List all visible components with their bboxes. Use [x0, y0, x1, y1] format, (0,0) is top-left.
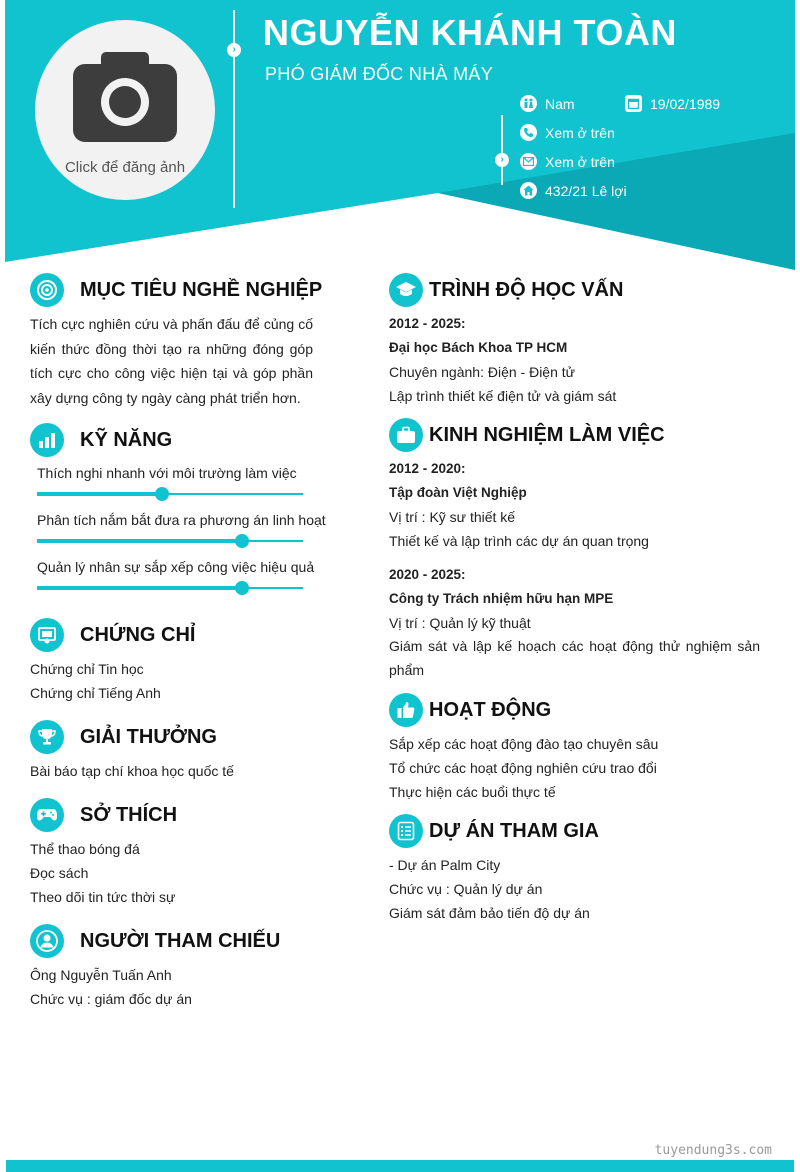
job-company[interactable]: Tập đoàn Việt Nghiệp — [389, 485, 527, 500]
bar-chart-icon — [30, 423, 64, 457]
education-heading — [389, 273, 623, 307]
activity-item[interactable]: Sắp xếp các hoạt động đào tạo chuyên sâu — [389, 736, 659, 752]
skills-title: KỸ NĂNG — [80, 428, 173, 451]
photo-upload[interactable] — [35, 20, 215, 200]
skill-label: Thích nghi nhanh với môi trường làm việc — [37, 465, 297, 481]
job-company[interactable]: Công ty Trách nhiệm hữu hạn MPE — [389, 591, 614, 606]
awards-heading — [30, 720, 217, 754]
skill-knob[interactable] — [235, 581, 249, 595]
trophy-icon — [30, 720, 64, 754]
objective-text[interactable]: Tích cực nghiên cứu và phấn đấu để củng cố kiến thức đồng thời tạo ra những đóng góp tích cực cho công việc hiện tại và góp phần xây dựng công ty ngày càng phát triển hơn. — [30, 316, 313, 406]
objective-heading — [30, 273, 322, 307]
gender-icon — [520, 95, 537, 112]
education-detail[interactable]: Chuyên ngành: Điện - Điện tử — [389, 364, 576, 380]
skill-knob[interactable] — [155, 487, 169, 501]
hobby-item[interactable]: Đọc sách — [30, 865, 89, 881]
skill-slider[interactable] — [37, 587, 303, 589]
divider-chevron-icon: › — [227, 43, 241, 57]
job-description[interactable]: Giám sát và lập kế hoạch các hoạt động thử nghiệm sản phẩm — [389, 638, 760, 678]
candidate-name[interactable]: NGUYỄN KHÁNH TOÀN — [263, 12, 677, 53]
projects-heading — [389, 814, 599, 848]
gender-info[interactable] — [520, 95, 575, 112]
references-title: NGƯỜI THAM CHIẾU — [80, 929, 281, 952]
activity-item[interactable]: Thực hiện các buổi thực tế — [389, 784, 556, 800]
skill-fill — [37, 586, 242, 590]
thumbs-up-icon — [389, 693, 423, 727]
job-role[interactable]: Vị trí : Kỹ sư thiết kế — [389, 509, 516, 525]
user-icon — [30, 924, 64, 958]
project-item[interactable]: Giám sát đảm bảo tiến độ dự án — [389, 905, 590, 921]
experience-title: KINH NGHIỆM LÀM VIỆC — [429, 423, 665, 446]
address-info[interactable] — [520, 182, 627, 199]
job-period: 2020 - 2025: — [389, 567, 466, 582]
phone-icon — [520, 124, 537, 141]
hobbies-heading — [30, 798, 177, 832]
education-detail[interactable]: Lập trình thiết kế điện tử và giám sát — [389, 388, 617, 404]
certificate-item[interactable]: Chứng chỉ Tin học — [30, 661, 144, 677]
photo-caption: Click để đăng ảnh — [64, 159, 186, 176]
activities-title: HOẠT ĐỘNG — [429, 698, 552, 721]
reference-item[interactable]: Chức vụ : giám đốc dự án — [30, 991, 192, 1007]
project-item[interactable]: - Dự án Palm City — [389, 857, 501, 873]
phone-info[interactable] — [520, 124, 615, 141]
skill-fill — [37, 492, 162, 496]
graduation-cap-icon — [389, 273, 423, 307]
birthday-value: 19/02/1989 — [650, 95, 721, 112]
hobby-item[interactable]: Theo dõi tin tức thời sự — [30, 889, 176, 905]
projects-title: DỰ ÁN THAM GIA — [429, 819, 599, 842]
certificate-icon — [30, 618, 64, 652]
address-value: 432/21 Lê lợi — [545, 182, 627, 199]
email-value: Xem ở trên — [545, 153, 615, 170]
checklist-icon — [389, 814, 423, 848]
skill-slider[interactable] — [37, 493, 303, 495]
project-item[interactable]: Chức vụ : Quản lý dự án — [389, 881, 543, 897]
award-item[interactable]: Bài báo tạp chí khoa học quốc tế — [30, 763, 234, 779]
skill-fill — [37, 539, 242, 543]
info-chevron-icon: › — [495, 153, 509, 167]
awards-title: GIẢI THƯỞNG — [80, 725, 217, 748]
skill-label: Quản lý nhân sự sắp xếp công việc hiệu quả — [37, 559, 315, 575]
skills-heading — [30, 423, 172, 457]
target-icon — [30, 273, 64, 307]
home-icon — [520, 182, 537, 199]
reference-item[interactable]: Ông Nguyễn Tuấn Anh — [30, 967, 172, 983]
gamepad-icon — [30, 798, 64, 832]
skill-knob[interactable] — [235, 534, 249, 548]
hobby-item[interactable]: Thể thao bóng đá — [30, 841, 140, 857]
calendar-icon — [625, 95, 642, 112]
job-description[interactable]: Thiết kế và lập trình các dự án quan trọng — [389, 533, 649, 549]
watermark: tuyendung3s.com — [654, 1143, 772, 1158]
job-role[interactable]: Vị trí : Quản lý kỹ thuật — [389, 615, 531, 631]
skill-label: Phân tích nắm bắt đưa ra phương án linh hoạt — [37, 512, 326, 528]
activity-item[interactable]: Tổ chức các hoạt động nghiên cứu trao đổi — [389, 760, 657, 776]
hobbies-title: SỞ THÍCH — [80, 803, 178, 826]
camera-icon — [71, 50, 179, 149]
experience-heading — [389, 418, 665, 452]
education-period: 2012 - 2025: — [389, 316, 466, 331]
activities-heading — [389, 693, 551, 727]
phone-value: Xem ở trên — [545, 124, 615, 141]
references-heading — [30, 924, 280, 958]
certificate-item[interactable]: Chứng chỉ Tiếng Anh — [30, 685, 161, 701]
skill-slider[interactable] — [37, 540, 303, 542]
certificates-heading — [30, 618, 195, 652]
briefcase-icon — [389, 418, 423, 452]
objective-title: MỤC TIÊU NGHỀ NGHIỆP — [80, 278, 323, 301]
email-info[interactable] — [520, 153, 615, 170]
email-icon — [520, 153, 537, 170]
education-school[interactable]: Đại học Bách Khoa TP HCM — [389, 340, 568, 355]
certificates-title: CHỨNG CHỈ — [80, 623, 196, 646]
birthday-info[interactable] — [625, 95, 720, 112]
candidate-position[interactable]: PHÓ GIÁM ĐỐC NHÀ MÁY — [265, 64, 494, 84]
header-divider — [233, 10, 235, 208]
footer-bar — [6, 1160, 794, 1172]
info-divider — [501, 115, 503, 185]
job-period: 2012 - 2020: — [389, 461, 466, 476]
education-title: TRÌNH ĐỘ HỌC VẤN — [429, 278, 624, 301]
gender-value: Nam — [545, 95, 575, 112]
